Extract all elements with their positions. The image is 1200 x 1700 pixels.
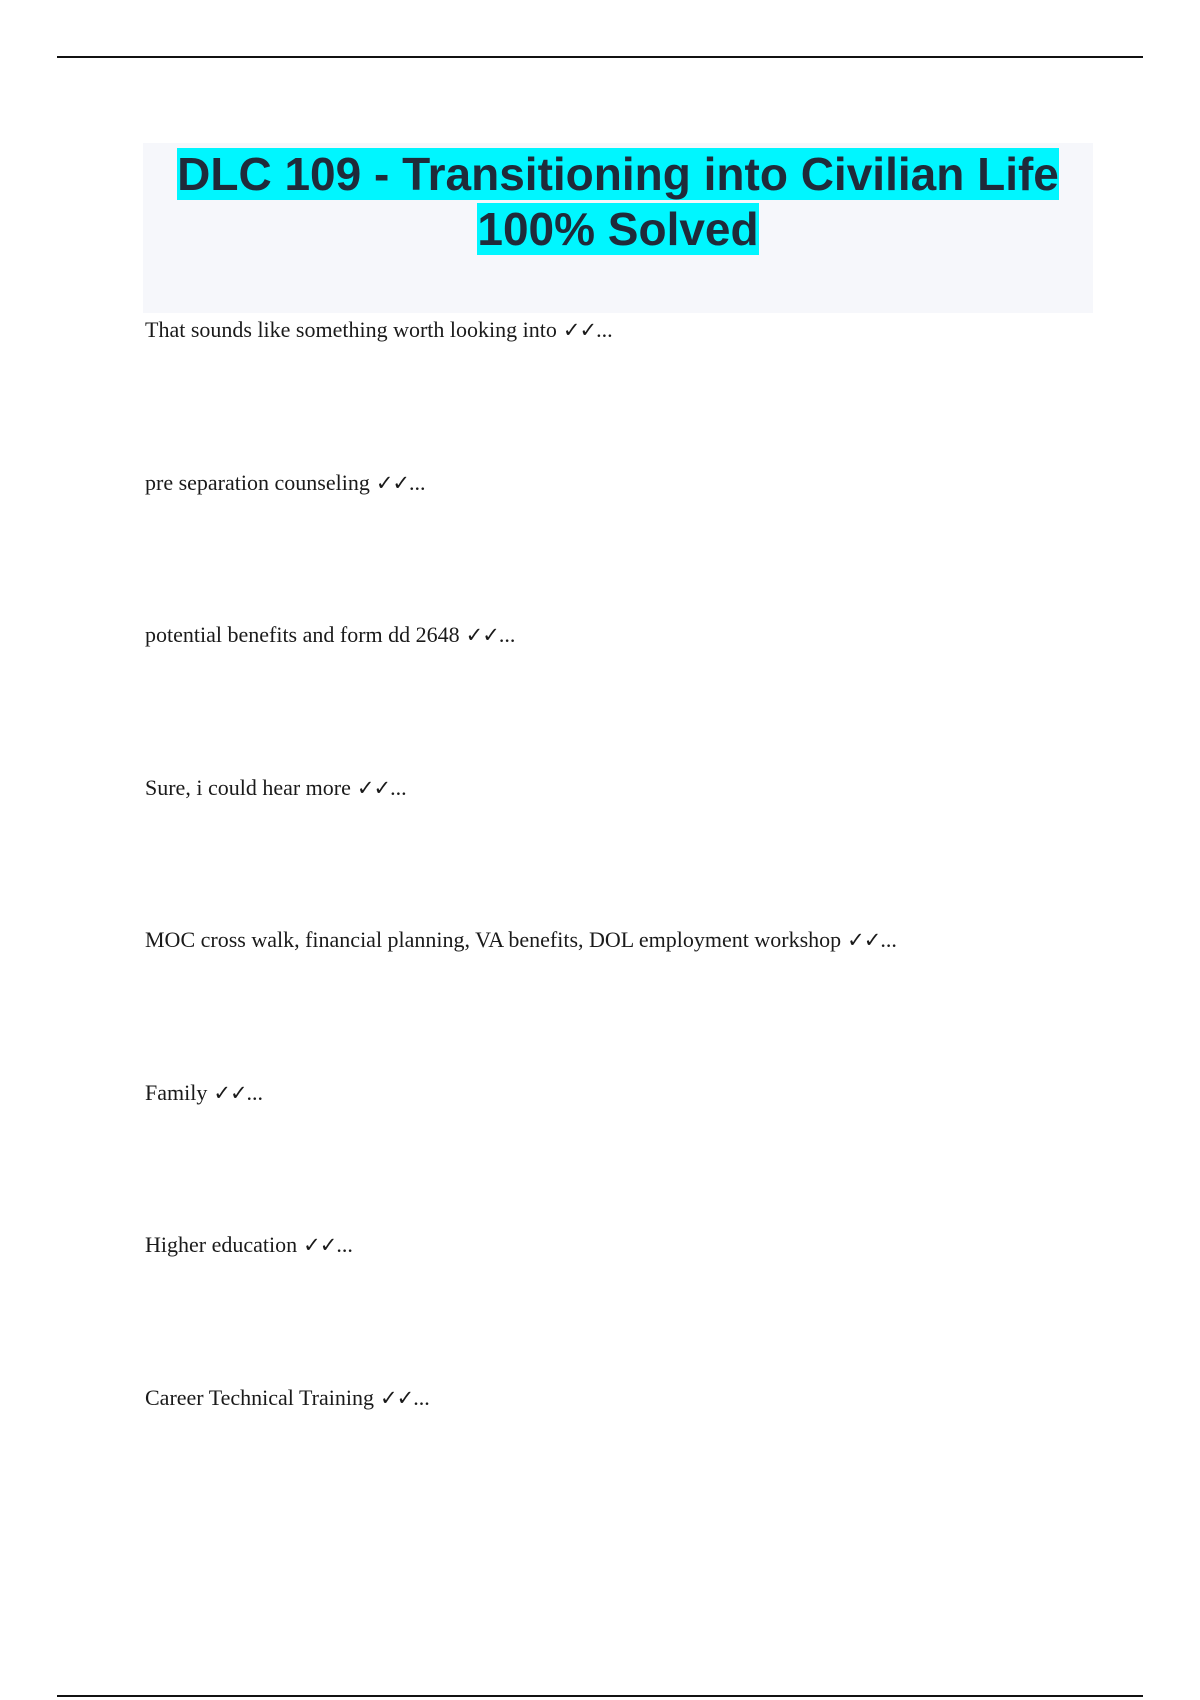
ellipsis: ... [246, 1079, 264, 1105]
ellipsis: ... [880, 927, 897, 952]
ellipsis: ... [409, 469, 426, 495]
list-item [145, 314, 1145, 467]
list-item [145, 772, 1145, 925]
ellipsis: ... [413, 1384, 430, 1410]
page-title [143, 147, 1093, 257]
ellipsis: ... [390, 774, 407, 800]
double-check-icon: ✓✓ [380, 1385, 414, 1410]
item-text: Sure, i could hear more [145, 774, 351, 800]
list-item [145, 619, 1145, 772]
list-item [145, 1382, 1145, 1535]
ellipsis: ... [336, 1232, 353, 1257]
title-line-2: 100% Solved [477, 203, 759, 255]
double-check-icon: ✓✓ [303, 1233, 337, 1257]
question-list [145, 314, 1145, 1534]
item-text: Career Technical Training [145, 1384, 374, 1410]
double-check-icon: ✓✓ [465, 623, 499, 647]
item-text: potential benefits and form dd 2648 [145, 622, 460, 647]
item-text: MOC cross walk, financial planning, VA benefits, DOL employment workshop [145, 927, 842, 952]
ellipsis: ... [498, 622, 516, 647]
double-check-icon: ✓✓ [213, 1080, 247, 1105]
item-text: pre separation counseling [145, 469, 370, 495]
item-text: That sounds like something worth looking into [145, 317, 557, 342]
list-item [145, 1077, 1145, 1230]
double-check-icon: ✓✓ [375, 470, 410, 495]
list-item [145, 467, 1145, 620]
list-item [145, 924, 1145, 1077]
title-line-1: DLC 109 - Transitioning into Civilian Life [177, 148, 1059, 200]
item-text: Higher education [145, 1232, 298, 1257]
double-check-icon: ✓✓ [847, 928, 881, 952]
item-text: Family [145, 1079, 208, 1105]
bottom-divider [57, 1695, 1143, 1697]
list-item [145, 1229, 1145, 1382]
double-check-icon: ✓✓ [356, 775, 391, 800]
top-divider [57, 56, 1143, 58]
title-block [143, 143, 1093, 313]
double-check-icon: ✓✓ [562, 318, 597, 342]
ellipsis: ... [596, 317, 613, 342]
